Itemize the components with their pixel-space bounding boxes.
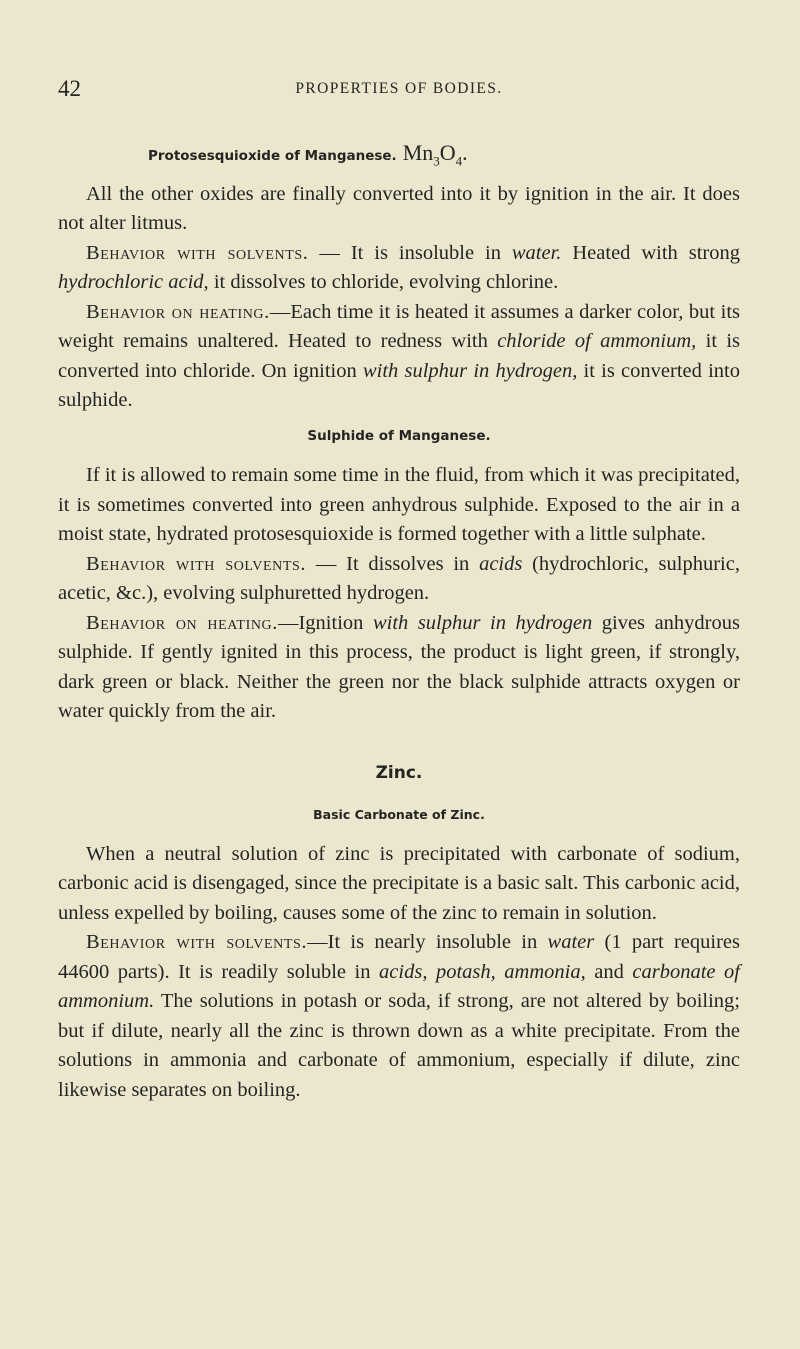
paragraph: Behavior on heating.—Ignition with sulphur in hydrogen gives anhydrous sulphide. If gently ignited in this process, the product is light green, if strongly, dark green or black. Neither the green nor the black sulphide attracts oxygen or water quickly from the air. — [58, 611, 740, 723]
heading-protosesquioxide-text: Protosesquioxide of Manganese. — [148, 148, 397, 164]
paragraph-label: Behavior with solvents. — [86, 931, 308, 954]
page-header — [54, 76, 744, 106]
paragraph: Behavior with solvents. — It is insoluble in water. Heated with strong hydrochloric acid, it dissolves to chloride, evolving chlorine. — [58, 241, 740, 294]
chemical-formula: $Mn_3O_4$. — [402, 140, 468, 169]
heading-basic-carbonate: Basic Carbonate of Zinc. — [313, 807, 485, 823]
heading-protosesquioxide — [58, 138, 740, 176]
running-head: PROPERTIES OF BODIES. — [295, 80, 503, 97]
body-text — [58, 136, 740, 1105]
paragraph-label: Behavior with solvents. — [86, 552, 307, 575]
paragraph: When a neutral solution of zinc is precipitated with carbonate of sodium, carbonic acid is disengaged, since the precipitate is a basic salt. This carbonic acid, unless expelled by boiling, causes some of the zinc to remain in solution. — [58, 842, 740, 924]
paragraph-label: Behavior with solvents. — [86, 241, 309, 264]
paragraph: Behavior with solvents.—It is nearly insoluble in water (1 part requires 44600 parts). It is readily soluble in acids, potash, ammonia, and carbonate of ammonium. The solutions in potash or soda, if strong, are not altered by boiling; but if dilute, nearly all the zinc is thrown down as a white precipitate. From the solutions in ammonia and carbonate of ammonium, especially if dilute, zinc likewise separates on boiling. — [58, 931, 741, 1101]
heading-zinc: Zinc. — [375, 762, 423, 783]
heading-sulphide: Sulphide of Manganese. — [307, 427, 491, 444]
paragraph: All the other oxides are finally converted into it by ignition in the air. It does not alter litmus. — [58, 182, 740, 235]
paragraph-label: Behavior on heating. — [86, 300, 270, 323]
page-number: 42 — [58, 76, 81, 101]
paragraph: If it is allowed to remain some time in the fluid, from which it was precipitated, it is sometimes converted into green anhydrous sulphide. Exposed to the air in a moist state, hydrated protosesquioxide is formed together with a little sulphate. — [58, 464, 740, 546]
paragraph: Behavior with solvents. — It dissolves in acids (hydrochloric, sulphuric, acetic, &c.), evolving sulphuretted hydrogen. — [58, 552, 740, 605]
paragraph-label: Behavior on heating. — [86, 611, 278, 634]
paragraph: Behavior on heating.—Each time it is heated it assumes a darker color, but its weight remains unaltered. Heated to redness with chloride of ammonium, it is converted into chloride. On ignition with sulphur in hydrogen, it is converted into sulphide. — [58, 300, 740, 412]
